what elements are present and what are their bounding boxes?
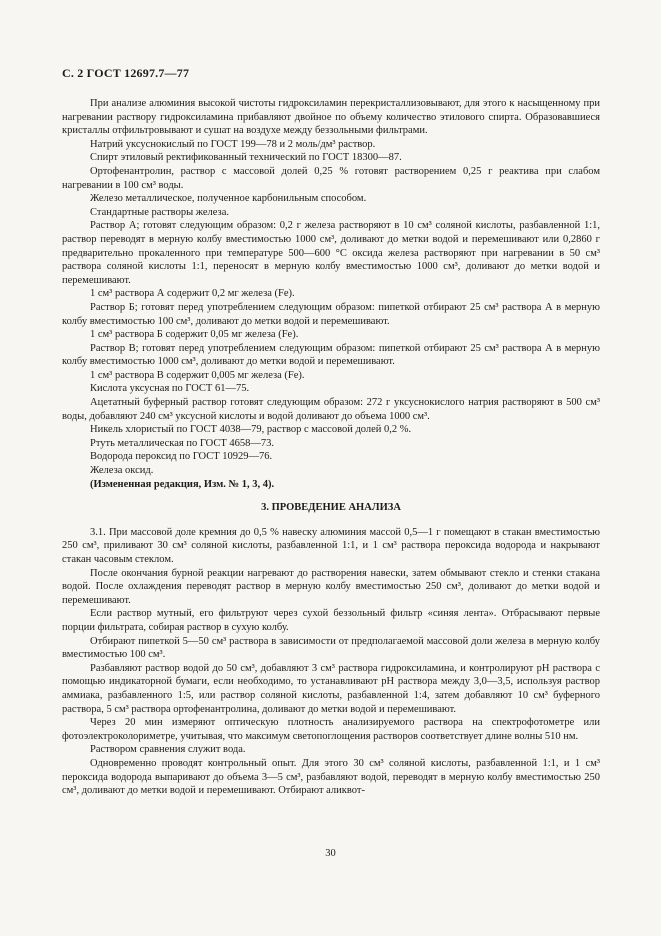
paragraph: Разбавляют раствор водой до 50 см³, добавляют 3 см³ раствора гидроксиламина, и контролируют pH раствора с помощью индикаторной бумаги, если необходимо, то устанавливают pH раствора между 3,0—3,5, используя раствор аммиака, разбавленного 1:5, или раствор соляной кислоты, разбавленной 1:4, затем добавляют 10 см³ буферного раствора, 5 см³ раствора ортофенантролина, доливают до метки водой и перемешивают. [62, 662, 600, 715]
paragraph: 3.1. При массовой доле кремния до 0,5 % навеску алюминия массой 0,5—1 г помещают в стакан вместимостью 250 см³, приливают 30 см³ соляной кислоты, разбавленной 1:1, и 1 см³ раствора пероксида водорода и накрывают стакан часовым стеклом. [62, 526, 600, 565]
section-title: 3. ПРОВЕДЕНИЕ АНАЛИЗА [261, 502, 401, 514]
paragraph: Ртуть металлическая по ГОСТ 4658—73. [90, 437, 275, 449]
paragraph: Ацетатный буферный раствор готовят следующим образом: 272 г уксуснокислого натрия растворяют в 500 см³ воды, добавляют 240 см³ уксусной кислоты и водой доливают до объема 1000 см³. [62, 397, 600, 422]
paragraph: Через 20 мин измеряют оптическую плотность анализируемого раствора на спектрофотометре или фотоэлектроколориметре, учитывая, что максимум светопоглощения растворов соответствует длине волны 510 нм. [62, 717, 600, 742]
document-body [62, 97, 600, 798]
paragraph: Отбирают пипеткой 5—50 см³ раствора в зависимости от предполагаемой массовой доли железа в мерную колбу вместимостью 100 см³. [62, 635, 600, 661]
paragraph: После окончания бурной реакции нагревают до растворения навески, затем обмывают стекло и стенки стакана водой. После охлаждения переводят раствор в мерную колбу вместимостью 250 см³, доливают до метки водой и перемешивают. [62, 567, 600, 606]
section-paragraphs [62, 526, 600, 798]
amendment-note: (Измененная редакция, Изм. № 1, 3, 4). [90, 478, 275, 490]
paragraph: Раствором сравнения служит вода. [90, 744, 246, 756]
paragraph: При анализе алюминия высокой чистоты гидроксиламин перекристаллизовывают, для этого к насыщенному при нагревании раствору гидроксиламина прибавляют двойное по объему количество этилового спирта. Образовавшиеся кристаллы отфильтровывают и сушат на воздухе между беззольными фильтрами. [62, 98, 600, 137]
paragraph: Железа оксид. [90, 465, 154, 477]
paragraph: Железо металлическое, полученное карбонильным способом. [90, 193, 367, 205]
paragraph: Спирт этиловый ректификованный технический по ГОСТ 18300—87. [90, 152, 402, 164]
reagents-list [62, 97, 600, 478]
paragraph: Если раствор мутный, его фильтруют через сухой беззольный фильтр «синяя лента». Отбрасывают первые порции фильтрата, собирая раствор в сухую колбу. [62, 608, 600, 633]
page-header: С. 2 ГОСТ 12697.7—77 [62, 66, 190, 80]
paragraph: Раствор Б; готовят перед употреблением следующим образом: пипеткой отбирают 25 см³ раствора А в мерную колбу вместимостью 100 см³, доливают до метки водой и перемешивают. [62, 301, 600, 327]
paragraph: Стандартные растворы железа. [90, 206, 229, 218]
paragraph: 1 см³ раствора А содержит 0,2 мг железа (Fe). [90, 288, 295, 300]
paragraph: Раствор А; готовят следующим образом: 0,2 г железа растворяют в 10 см³ соляной кислоты, разбавленной 1:1, раствор переводят в мерную колбу вместимостью 1000 см³, доливают до метки водой и перемешивают или 0,2860 г предварительно прокаленного при температуре 500—600 °С оксида железа растворяют при нагревании в 50 см³ раствора соляной кислоты 1:1, переносят в мерную колбу вместимостью 1000 см³, доливают до метки водой и перемешивают. [62, 220, 600, 286]
paragraph: Раствор В; готовят перед употреблением следующим образом: пипеткой отбирают 25 см³ раствора А в мерную колбу вместимостью 1000 см³, доливают до метки водой и перемешивают. [62, 342, 600, 368]
paragraph: Водорода пероксид по ГОСТ 10929—76. [90, 451, 273, 463]
paragraph: Никель хлористый по ГОСТ 4038—79, раствор с массовой долей 0,2 %. [90, 424, 412, 436]
paragraph: Ортофенантролин, раствор с массовой долей 0,25 % готовят растворением 0,25 г реактива при слабом нагревании в 100 см³ воды. [62, 165, 600, 191]
paragraph: Кислота уксусная по ГОСТ 61—75. [90, 383, 250, 395]
paragraph: Натрий уксуснокислый по ГОСТ 199—78 и 2 моль/дм³ раствор. [90, 138, 376, 150]
paragraph: 1 см³ раствора В содержит 0,005 мг железа (Fe). [90, 369, 305, 381]
page-number: 30 [325, 848, 336, 859]
paragraph: 1 см³ раствора Б содержит 0,05 мг железа (Fe). [90, 329, 299, 341]
paragraph: Одновременно проводят контрольный опыт. Для этого 30 см³ соляной кислоты, разбавленной 1:1, и 1 см³ пероксида водорода выпаривают до объема 3—5 см³, разбавляют водой, переводят в мерную колбу вместимостью 250 см³, доливают до метки водой и перемешивают. Отбирают аликвот- [62, 757, 600, 797]
